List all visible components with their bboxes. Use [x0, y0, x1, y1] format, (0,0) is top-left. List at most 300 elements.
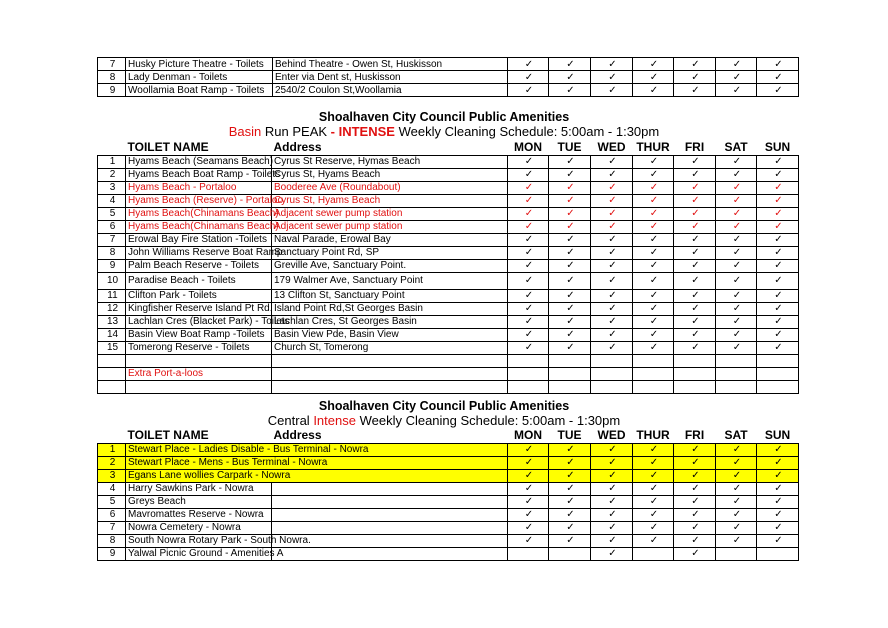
address: Basin View Pde, Basin View — [272, 328, 508, 341]
check-mark: ✓ — [757, 521, 799, 534]
table-row — [98, 495, 799, 508]
check-mark: ✓ — [633, 341, 674, 354]
toilet-name: Kingfisher Reserve Island Pt Rd. — [126, 302, 272, 315]
check-mark: ✓ — [591, 58, 633, 71]
check-mark: ✓ — [757, 58, 799, 71]
check-mark: ✓ — [674, 289, 716, 302]
table-row — [98, 521, 799, 534]
check-mark: ✓ — [549, 289, 591, 302]
address: Adjacent sewer pump station — [272, 220, 508, 233]
table-row — [98, 380, 799, 393]
table-row — [98, 207, 799, 220]
check-mark: ✓ — [549, 58, 591, 71]
central-title: Shoalhaven City Council Public Amenities — [318, 399, 570, 413]
toilet-name: Greys Beach — [126, 495, 272, 508]
check-mark: ✓ — [716, 341, 757, 354]
toilet-name: Hyams Beach (Reserve) - Portaloo — [126, 194, 272, 207]
check-mark — [549, 547, 591, 560]
check-mark — [757, 354, 799, 367]
check-mark: ✓ — [633, 482, 674, 495]
check-mark: ✓ — [674, 220, 716, 233]
header-day: SUN — [764, 428, 791, 443]
check-mark: ✓ — [716, 469, 757, 482]
check-mark: ✓ — [757, 246, 799, 259]
check-mark: ✓ — [716, 84, 757, 97]
table-row — [98, 469, 799, 482]
check-mark: ✓ — [716, 181, 757, 194]
header-day: TUE — [557, 428, 582, 443]
address: Behind Theatre - Owen St, Huskisson — [273, 58, 508, 71]
check-mark: ✓ — [549, 521, 591, 534]
check-mark: ✓ — [591, 456, 633, 469]
check-mark — [508, 367, 549, 380]
check-mark: ✓ — [591, 315, 633, 328]
check-mark: ✓ — [591, 71, 633, 84]
check-mark: ✓ — [757, 482, 799, 495]
top-schedule-table — [97, 57, 799, 97]
check-mark: ✓ — [508, 194, 549, 207]
check-mark: ✓ — [674, 246, 716, 259]
toilet-name: Tomerong Reserve - Toilets — [126, 341, 272, 354]
check-mark — [508, 547, 549, 560]
check-mark: ✓ — [757, 84, 799, 97]
address: 2540/2 Coulon St,Woollamia — [273, 84, 508, 97]
check-mark: ✓ — [674, 207, 716, 220]
check-mark: ✓ — [591, 155, 633, 168]
check-mark: ✓ — [508, 521, 549, 534]
check-mark: ✓ — [508, 155, 549, 168]
toilet-name: Extra Port-a-loos — [126, 367, 272, 380]
check-mark: ✓ — [591, 168, 633, 181]
check-mark — [549, 367, 591, 380]
address: 13 Clifton St, Sanctuary Point — [272, 289, 508, 302]
check-mark: ✓ — [591, 469, 633, 482]
check-mark: ✓ — [716, 443, 757, 456]
row-number: 11 — [98, 289, 126, 302]
check-mark: ✓ — [674, 534, 716, 547]
check-mark: ✓ — [549, 328, 591, 341]
header-day: SAT — [724, 428, 748, 443]
toilet-name: Lady Denman - Toilets — [126, 71, 273, 84]
address: Island Point Rd,St Georges Basin — [272, 302, 508, 315]
check-mark: ✓ — [633, 84, 674, 97]
row-number: 3 — [98, 469, 126, 482]
row-number — [98, 380, 126, 393]
check-mark: ✓ — [508, 181, 549, 194]
check-mark: ✓ — [508, 508, 549, 521]
header-day: THUR — [636, 139, 670, 154]
table-row — [98, 534, 799, 547]
toilet-name: Mavromattes Reserve - Nowra — [126, 508, 272, 521]
address: Cyrus St, Hyams Beach — [272, 168, 508, 181]
check-mark: ✓ — [633, 246, 674, 259]
check-mark: ✓ — [591, 181, 633, 194]
check-mark: ✓ — [757, 233, 799, 246]
check-mark: ✓ — [757, 456, 799, 469]
check-mark: ✓ — [633, 58, 674, 71]
header-day: TUE — [557, 139, 582, 154]
check-mark: ✓ — [633, 289, 674, 302]
check-mark: ✓ — [674, 194, 716, 207]
check-mark: ✓ — [591, 482, 633, 495]
check-mark: ✓ — [549, 84, 591, 97]
check-mark: ✓ — [508, 534, 549, 547]
check-mark: ✓ — [716, 521, 757, 534]
check-mark: ✓ — [549, 443, 591, 456]
check-mark: ✓ — [591, 246, 633, 259]
row-number: 5 — [98, 207, 126, 220]
check-mark: ✓ — [757, 272, 799, 289]
check-mark: ✓ — [591, 194, 633, 207]
row-number: 13 — [98, 315, 126, 328]
check-mark: ✓ — [633, 534, 674, 547]
check-mark: ✓ — [716, 233, 757, 246]
check-mark: ✓ — [591, 328, 633, 341]
table-row — [98, 233, 799, 246]
check-mark: ✓ — [716, 302, 757, 315]
table-row — [98, 315, 799, 328]
toilet-name: South Nowra Rotary Park - South Nowra. — [126, 534, 272, 547]
check-mark: ✓ — [549, 469, 591, 482]
check-mark: ✓ — [633, 456, 674, 469]
check-mark: ✓ — [757, 469, 799, 482]
table-row — [98, 58, 799, 71]
check-mark — [716, 380, 757, 393]
check-mark: ✓ — [716, 508, 757, 521]
toilet-name: Nowra Cemetery - Nowra — [126, 521, 272, 534]
check-mark: ✓ — [591, 289, 633, 302]
toilet-name: Hyams Beach(Chinamans Beach) — [126, 207, 272, 220]
check-mark: ✓ — [674, 181, 716, 194]
table-row — [98, 220, 799, 233]
check-mark — [757, 547, 799, 560]
address — [272, 508, 508, 521]
table-row — [98, 155, 799, 168]
header-blank — [98, 429, 126, 443]
header-blank — [98, 140, 126, 155]
row-number — [98, 354, 126, 367]
toilet-name: Stewart Place - Mens - Bus Terminal - Nowra — [126, 456, 508, 469]
toilet-name: Clifton Park - Toilets — [126, 289, 272, 302]
check-mark: ✓ — [716, 328, 757, 341]
check-mark: ✓ — [757, 181, 799, 194]
row-number: 3 — [98, 181, 126, 194]
check-mark: ✓ — [508, 469, 549, 482]
header-day: WED — [597, 428, 626, 443]
check-mark: ✓ — [633, 443, 674, 456]
check-mark — [633, 380, 674, 393]
row-number: 2 — [98, 168, 126, 181]
header-day: THUR — [636, 428, 670, 443]
check-mark: ✓ — [591, 207, 633, 220]
check-mark — [757, 380, 799, 393]
check-mark: ✓ — [591, 272, 633, 289]
table-row — [98, 354, 799, 367]
check-mark: ✓ — [757, 315, 799, 328]
check-mark: ✓ — [633, 155, 674, 168]
check-mark: ✓ — [633, 469, 674, 482]
row-number: 8 — [98, 534, 126, 547]
check-mark: ✓ — [674, 302, 716, 315]
check-mark: ✓ — [508, 456, 549, 469]
row-number: 8 — [98, 246, 126, 259]
check-mark: ✓ — [549, 181, 591, 194]
check-mark: ✓ — [508, 289, 549, 302]
table-row — [98, 547, 799, 560]
address: Naval Parade, Erowal Bay — [272, 233, 508, 246]
check-mark: ✓ — [757, 259, 799, 272]
basin-schedule-table — [97, 140, 799, 394]
row-number: 4 — [98, 194, 126, 207]
check-mark: ✓ — [757, 508, 799, 521]
table-row — [98, 181, 799, 194]
toilet-name: Woollamia Boat Ramp - Toilets — [126, 84, 273, 97]
check-mark: ✓ — [757, 341, 799, 354]
check-mark: ✓ — [549, 495, 591, 508]
check-mark: ✓ — [508, 246, 549, 259]
address: Enter via Dent st, Huskisson — [273, 71, 508, 84]
toilet-name: Hyams Beach - Portaloo — [126, 181, 272, 194]
row-number: 9 — [98, 259, 126, 272]
check-mark: ✓ — [633, 220, 674, 233]
check-mark: ✓ — [549, 207, 591, 220]
table-row — [98, 443, 799, 456]
row-number: 15 — [98, 341, 126, 354]
check-mark: ✓ — [633, 508, 674, 521]
check-mark: ✓ — [549, 194, 591, 207]
check-mark: ✓ — [674, 315, 716, 328]
check-mark: ✓ — [674, 341, 716, 354]
check-mark — [633, 367, 674, 380]
check-mark: ✓ — [674, 233, 716, 246]
row-number: 14 — [98, 328, 126, 341]
check-mark: ✓ — [633, 168, 674, 181]
row-number: 5 — [98, 495, 126, 508]
row-number: 12 — [98, 302, 126, 315]
toilet-name: Hyams Beach(Chinamans Beach) — [126, 220, 272, 233]
check-mark — [508, 354, 549, 367]
address — [272, 354, 508, 367]
check-mark: ✓ — [716, 456, 757, 469]
check-mark: ✓ — [716, 155, 757, 168]
check-mark: ✓ — [591, 84, 633, 97]
toilet-name: Erowal Bay Fire Station -Toilets — [126, 233, 272, 246]
check-mark: ✓ — [591, 259, 633, 272]
check-mark: ✓ — [508, 328, 549, 341]
address: Adjacent sewer pump station — [272, 207, 508, 220]
check-mark: ✓ — [674, 58, 716, 71]
header-row — [98, 429, 799, 443]
check-mark: ✓ — [508, 233, 549, 246]
toilet-name: John Williams Reserve Boat Ramp — [126, 246, 272, 259]
check-mark: ✓ — [674, 456, 716, 469]
check-mark: ✓ — [757, 155, 799, 168]
check-mark: ✓ — [549, 155, 591, 168]
check-mark: ✓ — [674, 168, 716, 181]
check-mark: ✓ — [549, 272, 591, 289]
check-mark: ✓ — [591, 521, 633, 534]
check-mark: ✓ — [716, 259, 757, 272]
check-mark: ✓ — [549, 220, 591, 233]
check-mark: ✓ — [716, 315, 757, 328]
toilet-name: Husky Picture Theatre - Toilets — [126, 58, 273, 71]
check-mark: ✓ — [633, 71, 674, 84]
check-mark: ✓ — [508, 71, 549, 84]
check-mark: ✓ — [716, 168, 757, 181]
check-mark: ✓ — [508, 220, 549, 233]
table-row — [98, 456, 799, 469]
table-row — [98, 289, 799, 302]
table-row — [98, 508, 799, 521]
check-mark — [757, 367, 799, 380]
check-mark: ✓ — [633, 495, 674, 508]
check-mark: ✓ — [674, 443, 716, 456]
check-mark: ✓ — [549, 168, 591, 181]
check-mark — [674, 380, 716, 393]
check-mark: ✓ — [757, 328, 799, 341]
check-mark: ✓ — [716, 246, 757, 259]
check-mark: ✓ — [549, 315, 591, 328]
check-mark: ✓ — [633, 233, 674, 246]
table-row — [98, 328, 799, 341]
address: Greville Ave, Sanctuary Point. — [272, 259, 508, 272]
row-number: 9 — [98, 547, 126, 560]
toilet-name: Yalwal Picnic Ground - Amenities A — [126, 547, 272, 560]
address — [272, 380, 508, 393]
table-row — [98, 246, 799, 259]
check-mark: ✓ — [549, 233, 591, 246]
check-mark: ✓ — [633, 207, 674, 220]
check-mark: ✓ — [716, 495, 757, 508]
toilet-name: Stewart Place - Ladies Disable - Bus Terminal - Nowra — [126, 443, 508, 456]
header-row — [98, 140, 799, 155]
header-day: WED — [597, 139, 626, 154]
check-mark: ✓ — [674, 259, 716, 272]
address: 179 Walmer Ave, Sanctuary Point — [272, 272, 508, 289]
check-mark: ✓ — [716, 194, 757, 207]
check-mark: ✓ — [716, 58, 757, 71]
check-mark: ✓ — [633, 181, 674, 194]
address: Sanctuary Point Rd, SP — [272, 246, 508, 259]
table-row — [98, 194, 799, 207]
check-mark: ✓ — [757, 207, 799, 220]
table-row — [98, 259, 799, 272]
check-mark: ✓ — [549, 302, 591, 315]
check-mark: ✓ — [757, 302, 799, 315]
row-number: 4 — [98, 482, 126, 495]
check-mark — [716, 354, 757, 367]
toilet-name: Harry Sawkins Park - Nowra — [126, 482, 272, 495]
table-row — [98, 84, 799, 97]
check-mark: ✓ — [757, 495, 799, 508]
row-number: 9 — [98, 84, 126, 97]
address: Lachlan Cres, St Georges Basin — [272, 315, 508, 328]
check-mark — [716, 547, 757, 560]
check-mark: ✓ — [716, 482, 757, 495]
check-mark: ✓ — [508, 259, 549, 272]
toilet-name: Basin View Boat Ramp -Toilets — [126, 328, 272, 341]
address — [272, 521, 508, 534]
check-mark: ✓ — [757, 71, 799, 84]
check-mark: ✓ — [716, 207, 757, 220]
check-mark: ✓ — [549, 508, 591, 521]
check-mark: ✓ — [633, 521, 674, 534]
check-mark: ✓ — [757, 168, 799, 181]
header-day: SUN — [764, 139, 791, 154]
check-mark: ✓ — [508, 58, 549, 71]
check-mark: ✓ — [549, 341, 591, 354]
check-mark: ✓ — [591, 495, 633, 508]
check-mark: ✓ — [508, 315, 549, 328]
header-day: FRI — [684, 428, 705, 443]
row-number: 7 — [98, 521, 126, 534]
check-mark: ✓ — [674, 482, 716, 495]
check-mark: ✓ — [508, 482, 549, 495]
check-mark: ✓ — [757, 534, 799, 547]
check-mark: ✓ — [549, 246, 591, 259]
check-mark: ✓ — [633, 259, 674, 272]
toilet-name: Hyams Beach Boat Ramp - Toilets — [126, 168, 272, 181]
header-address: Address — [273, 428, 322, 443]
check-mark: ✓ — [674, 84, 716, 97]
basin-subtitle: Basin Run PEAK - INTENSE Weekly Cleaning Schedule: 5:00am - 1:30pm — [228, 124, 660, 139]
check-mark: ✓ — [716, 220, 757, 233]
check-mark: ✓ — [674, 547, 716, 560]
table-row — [98, 168, 799, 181]
address — [272, 367, 508, 380]
toilet-name: Paradise Beach - Toilets — [126, 272, 272, 289]
check-mark: ✓ — [674, 155, 716, 168]
check-mark — [591, 380, 633, 393]
check-mark: ✓ — [674, 508, 716, 521]
check-mark: ✓ — [549, 259, 591, 272]
check-mark: ✓ — [549, 534, 591, 547]
check-mark — [549, 380, 591, 393]
check-mark: ✓ — [716, 534, 757, 547]
toilet-name — [126, 354, 272, 367]
central-schedule-table — [97, 429, 799, 561]
check-mark — [549, 354, 591, 367]
check-mark: ✓ — [591, 508, 633, 521]
check-mark: ✓ — [674, 521, 716, 534]
check-mark — [633, 547, 674, 560]
check-mark — [674, 367, 716, 380]
check-mark: ✓ — [633, 302, 674, 315]
row-number: 6 — [98, 508, 126, 521]
row-number — [98, 367, 126, 380]
address — [272, 495, 508, 508]
check-mark: ✓ — [633, 272, 674, 289]
check-mark: ✓ — [508, 302, 549, 315]
check-mark: ✓ — [716, 289, 757, 302]
check-mark: ✓ — [633, 194, 674, 207]
check-mark: ✓ — [591, 220, 633, 233]
address: Booderee Ave (Roundabout) — [272, 181, 508, 194]
table-row — [98, 272, 799, 289]
table-row — [98, 482, 799, 495]
check-mark: ✓ — [591, 534, 633, 547]
header-day: MON — [514, 139, 542, 154]
check-mark: ✓ — [757, 194, 799, 207]
toilet-name: Lachlan Cres (Blacket Park) - Toilets — [126, 315, 272, 328]
check-mark: ✓ — [716, 71, 757, 84]
check-mark: ✓ — [508, 443, 549, 456]
row-number: 7 — [98, 58, 126, 71]
check-mark — [633, 354, 674, 367]
check-mark: ✓ — [591, 302, 633, 315]
check-mark: ✓ — [591, 547, 633, 560]
table-row — [98, 302, 799, 315]
